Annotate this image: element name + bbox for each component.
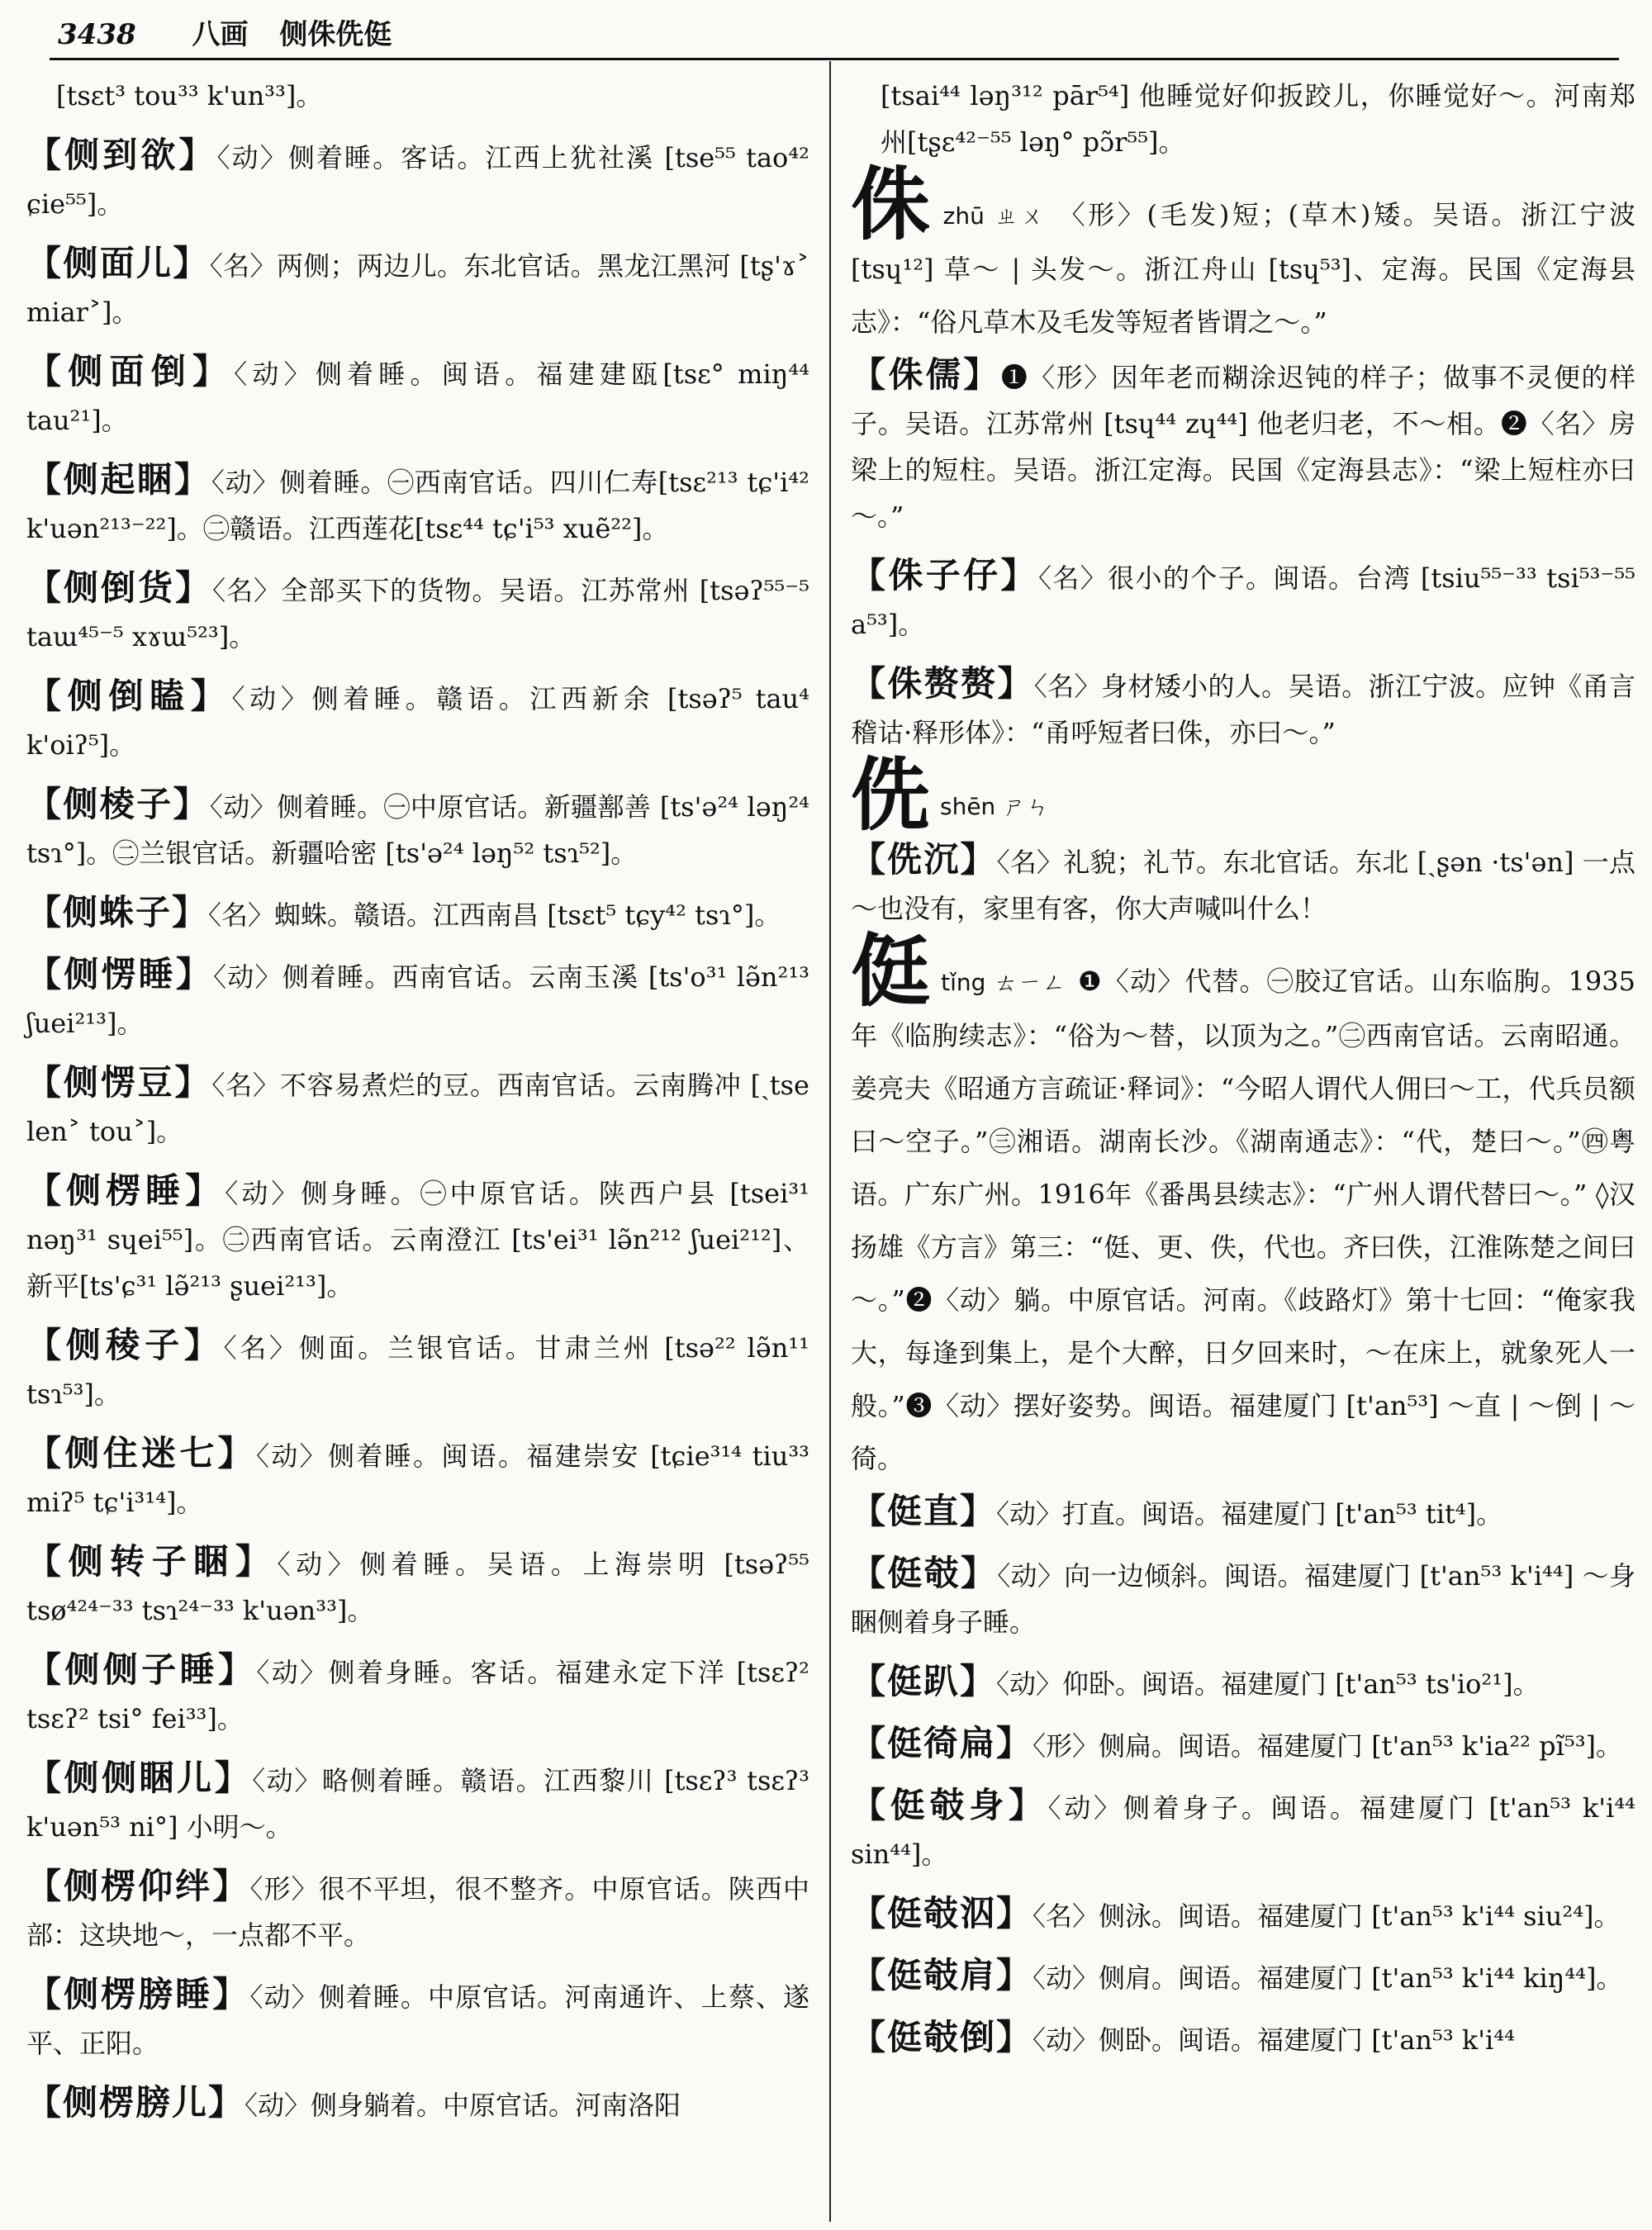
dictionary-entry — [26, 1431, 809, 1525]
head-character: 侹 — [851, 924, 932, 1018]
definition-text: 〈名〉很小的个子。闽语。台湾 [tsiu⁵⁵⁻³³ tsi⁵³⁻⁵⁵ a⁵³]。 — [851, 562, 1635, 640]
headword: 【侧起睏】 — [26, 459, 211, 500]
section-label: 八画 — [192, 18, 249, 51]
dictionary-entry — [26, 565, 809, 660]
dictionary-entry — [26, 240, 809, 335]
dictionary-entry — [26, 673, 809, 768]
dictionary-entry — [851, 1782, 1635, 1877]
definition-text: ❶〈形〉因年老而糊涂迟钝的样子；做事不灵便的样子。吴语。江苏常州 [tsɥ⁴⁴ zɥ⁴⁴] 他老归老，不～相。❷〈名〉房梁上的短柱。吴语。浙江定海。民国《定海县志》：“梁上短柱亦曰～。” — [851, 362, 1635, 532]
definition-text: 〈名〉全部买下的货物。吴语。江苏常州 [tsəʔ⁵⁵⁻⁵ taɯ⁴⁵⁻⁵ xɤɯ⁵²³]。 — [26, 575, 809, 652]
dictionary-entry — [26, 1322, 809, 1417]
headword: 【侧转子睏】 — [26, 1541, 278, 1582]
definition-text: 〈动〉侧着睡。客话。江西上犹社溪 [tse⁵⁵ tao⁴² ɕie⁵⁵]。 — [26, 142, 809, 220]
definition-text: 〈名〉礼貌；礼节。东北官话。东北 [ˏʂən ·ts'ən] 一点～也没有，家里有客，你大声喊叫什么！ — [851, 847, 1635, 924]
dictionary-entry — [851, 1952, 1635, 2001]
page-number: 3438 — [58, 18, 136, 51]
definition-text: 〈动〉侧着睡。赣语。江西新余 [tsəʔ⁵ tau⁴ k'oiʔ⁵]。 — [26, 683, 809, 761]
definition-text: 〈形〉侧扁。闽语。福建厦门 [t'an⁵³ k'ia²² pĩ⁵³]。 — [1032, 1730, 1623, 1762]
dictionary-entry — [26, 132, 809, 227]
dictionary-entry — [851, 73, 1635, 165]
character-entry — [851, 924, 1635, 1485]
headword: 【侧面儿】 — [26, 243, 210, 283]
dictionary-entry — [26, 890, 809, 938]
dictionary-entry — [26, 2080, 809, 2128]
dictionary-entry — [26, 1971, 809, 2066]
dictionary-entry — [851, 1550, 1635, 1645]
headword: 【侧愣豆】 — [26, 1062, 212, 1103]
headword: 【侧侧睏儿】 — [26, 1758, 253, 1798]
definition-text: 〈动〉侧着睡。㊀中原官话。新疆鄯善 [ts'ə²⁴ ləŋ²⁴ tsɿ°]。㊁兰银官话。新疆哈密 [ts'ə²⁴ ləŋ⁵² tsɿ⁵²]。 — [26, 791, 809, 869]
definition-text: 〈动〉侧着睡。㊀西南官话。四川仁寿[tsɛ²¹³ tɕ'i⁴² k'uən²¹³⁻²²]。㊁赣语。江西莲花[tsɛ⁴⁴ tɕ'i⁵³ xuẽ²²]。 — [26, 467, 809, 544]
headword: 【侧愣睡】 — [26, 954, 214, 994]
headword: 【侁沉】 — [851, 839, 997, 880]
definition-text: 〈名〉两侧；两边儿。东北官话。黑龙江黑河 [tʂ'ɤ˃ miar˃]。 — [26, 250, 809, 328]
dictionary-entry — [851, 1658, 1635, 1707]
pinyin: tǐng ㄊㄧㄥ — [941, 969, 1066, 996]
dictionary-entry — [26, 1060, 809, 1155]
headword: 【侏赘赘】 — [851, 663, 1034, 704]
definition-text: [tsai⁴⁴ ləŋ³¹² pār⁵⁴] 他睡觉好仰扳跤儿，你睡觉好～。河南郑州[tʂɛ⁴²⁻⁵⁵ ləŋ° pɔ̃r⁵⁵]。 — [881, 80, 1635, 158]
dictionary-entry — [26, 1647, 809, 1742]
definition-text: [tsɛt³ tou³³ k'un³³]。 — [56, 80, 323, 112]
definition-text: 〈动〉侧着睡。闽语。福建崇安 [tɕie³¹⁴ tiu³³ miʔ⁵ tɕ'i³¹⁴]。 — [26, 1440, 809, 1518]
dictionary-entry — [26, 781, 809, 876]
definition-text: 〈动〉仰卧。闽语。福建厦门 [t'an⁵³ ts'io²¹]。 — [996, 1668, 1540, 1700]
definition-text: 〈动〉侧肩。闽语。福建厦门 [t'an⁵³ k'i⁴⁴ kiŋ⁴⁴]。 — [1032, 1962, 1623, 1994]
head-character: 侏 — [851, 158, 933, 251]
headword: 【侹趴】 — [851, 1661, 997, 1701]
page-header — [58, 15, 1594, 55]
headword: 【侧住迷七】 — [26, 1433, 257, 1473]
definition-text: 〈动〉侧着睡。闽语。福建建瓯[tsɛ° miŋ⁴⁴ tau²¹]。 — [26, 358, 809, 436]
definition-text: 〈名〉侧泳。闽语。福建厦门 [t'an⁵³ k'i⁴⁴ siu²⁴]。 — [1032, 1900, 1621, 1932]
headword: 【侏儒】 — [851, 354, 1001, 395]
dictionary-entry — [851, 1891, 1635, 1939]
headword: 【侧到欲】 — [26, 135, 217, 175]
definition-text: 〈名〉侧面。兰银官话。甘肃兰州 [tsə²² lə̃n¹¹ tsɿ⁵³]。 — [26, 1332, 809, 1410]
dictionary-entry — [851, 2014, 1635, 2063]
dictionary-entry — [26, 1863, 809, 1958]
definition-text: 〈名〉身材矮小的人。吴语。浙江宁波。应钟《甬言稽诂·释形体》：“甬呼短者曰侏，亦曰～。” — [851, 671, 1635, 748]
dictionary-entry — [26, 1539, 809, 1634]
dictionary-entry — [26, 73, 809, 119]
left-column — [26, 73, 809, 2142]
right-column — [851, 73, 1635, 2076]
definition-text: 〈形〉很不平坦，很不整齐。中原官话。陕西中部：这块地～，一点都不平。 — [26, 1873, 809, 1951]
definition-text: 〈动〉向一边倾斜。闽语。福建厦门 [t'an⁵³ k'i⁴⁴] ～身睏侧着身子睡。 — [851, 1560, 1635, 1638]
definition-text: 〈动〉侧着睡。西南官话。云南玉溪 [ts'o³¹ lə̃n²¹³ ʃuei²¹³]。 — [26, 961, 809, 1039]
definition-text: 〈动〉侧着身子。闽语。福建厦门 [t'an⁵³ k'i⁴⁴ sin⁴⁴]。 — [851, 1792, 1635, 1870]
character-entry — [851, 748, 1635, 842]
headword: 【侏子仔】 — [851, 555, 1038, 595]
headword: 【侧棱子】 — [26, 784, 210, 824]
headword: 【侧楞膀睡】 — [26, 1974, 250, 2014]
dictionary-entry — [851, 553, 1635, 648]
dictionary-entry — [26, 1168, 809, 1309]
headword: 【侹攲肩】 — [851, 1955, 1033, 1995]
dictionary-entry — [851, 1488, 1635, 1537]
dictionary-entry — [851, 661, 1635, 756]
head-character: 侁 — [851, 748, 930, 842]
definition-text: 〈名〉不容易煮烂的豆。西南官话。云南腾冲 [ˏtse len˃ tou˃]。 — [26, 1070, 809, 1147]
headword: 【侧蛛子】 — [26, 892, 209, 932]
pinyin: shēn ㄕㄣ — [940, 793, 1050, 820]
dictionary-entry — [851, 837, 1635, 932]
definition-text: 〈动〉侧着睡。中原官话。河南通许、上蔡、遂平、正阳。 — [26, 1981, 809, 2059]
headword: 【侧倒瞌】 — [26, 676, 232, 716]
dictionary-entry — [851, 352, 1635, 539]
headword: 【侧稜子】 — [26, 1325, 224, 1365]
column-divider — [829, 61, 831, 2222]
definition-text: 〈动〉打直。闽语。福建厦门 [t'an⁵³ tit⁴]。 — [996, 1498, 1503, 1530]
headword: 【侧倒货】 — [26, 567, 213, 608]
pinyin: zhū ㄓㄨ — [942, 202, 1047, 230]
headword: 【侹徛扁】 — [851, 1723, 1033, 1763]
headword: 【侧楞膀儿】 — [26, 2082, 245, 2123]
definition-text: 〈动〉侧卧。闽语。福建厦门 [t'an⁵³ k'i⁴⁴ — [1032, 2024, 1515, 2056]
headword: 【侧楞睡】 — [26, 1170, 225, 1211]
headword: 【侧侧子睡】 — [26, 1649, 257, 1690]
definition-text: 〈名〉蜘蛛。赣语。江西南昌 [tsɛt⁵ tɕy⁴² tsɿ°]。 — [208, 899, 781, 931]
header-chars: 侧侏侁侹 — [279, 18, 392, 51]
headword: 【侹直】 — [851, 1491, 997, 1531]
header-rule — [50, 58, 1619, 60]
definition-text: 〈动〉侧着睡。吴语。上海崇明 [tsəʔ⁵⁵ tsø⁴²⁴⁻³³ tsɿ²⁴⁻³³ k'uən³³]。 — [26, 1549, 809, 1626]
headword: 【侧楞仰绊】 — [26, 1866, 250, 1906]
headword: 【侹攲身】 — [851, 1785, 1048, 1825]
definition-text: 〈动〉略侧着睡。赣语。江西黎川 [tsɛʔ³ tsɛʔ³ k'uən⁵³ ni°] 小明～。 — [26, 1765, 809, 1843]
definition-text: 〈动〉侧着身睡。客话。福建永定下洋 [tsɛʔ² tsɛʔ² tsi° fei³³]。 — [26, 1657, 809, 1734]
dictionary-entry — [26, 951, 809, 1046]
dictionary-entry — [26, 349, 809, 444]
headword: 【侹攲】 — [851, 1553, 998, 1593]
dictionary-entry — [26, 1755, 809, 1850]
character-entry — [851, 158, 1635, 349]
headword: 【侧面倒】 — [26, 351, 235, 391]
dictionary-entry — [26, 457, 809, 552]
dictionary-entry — [851, 1720, 1635, 1769]
definition-text: 〈动〉侧身睡。㊀中原官话。陕西户县 [tsei³¹ nəŋ³¹ sɥei⁵⁵]。㊁西南官话。云南澄江 [ts'ei³¹ lə̃n²¹² ʃuei²¹²]、新平[ts'ɕ³¹ lə̃²¹³ ʂuei²¹³]。 — [26, 1178, 809, 1302]
headword: 【侹攲泅】 — [851, 1893, 1033, 1933]
definition-text: 〈形〉(毛发)短；(草木)矮。吴语。浙江宁波 [tsɥ¹²] 草～ | 头发～。浙江舟山 [tsɥ⁵³]、定海。民国《定海县志》：“俗凡草木及毛发等短者皆谓之～。” — [851, 199, 1635, 338]
definition-text: 〈动〉侧身躺着。中原官话。河南洛阳 — [244, 2090, 681, 2121]
definition-text: ❶〈动〉代替。㊀胶辽官话。山东临朐。1935年《临朐续志》：“俗为～替，以顶为之。”㊁西南官话。云南昭通。姜亮夫《昭通方言疏证·释词》：“今昭人谓代人佣曰～工，代兵员额曰～空子。”㊂湘语。湖南长沙。《湖南通志》：“代，楚曰～。”㊃粤语。广东广州。1916年《番禺县续志》：“广州人谓代替曰～。” ◊汉扬雄《方言》第三：“侹、更、佚，代也。齐曰佚，江淮陈楚之间曰～。”❷〈动〉躺。中原官话。河南。《歧路灯》第十七回：“俺家我大，每逢到集上，是个大醉，日夕回来时，～在床上，就象死人一般。”❸〈动〉摆好姿势。闽语。福建厦门 [t'an⁵³] ～直 | ～倒 | ～徛。 — [851, 966, 1635, 1474]
headword: 【侹攲倒】 — [851, 2017, 1033, 2057]
